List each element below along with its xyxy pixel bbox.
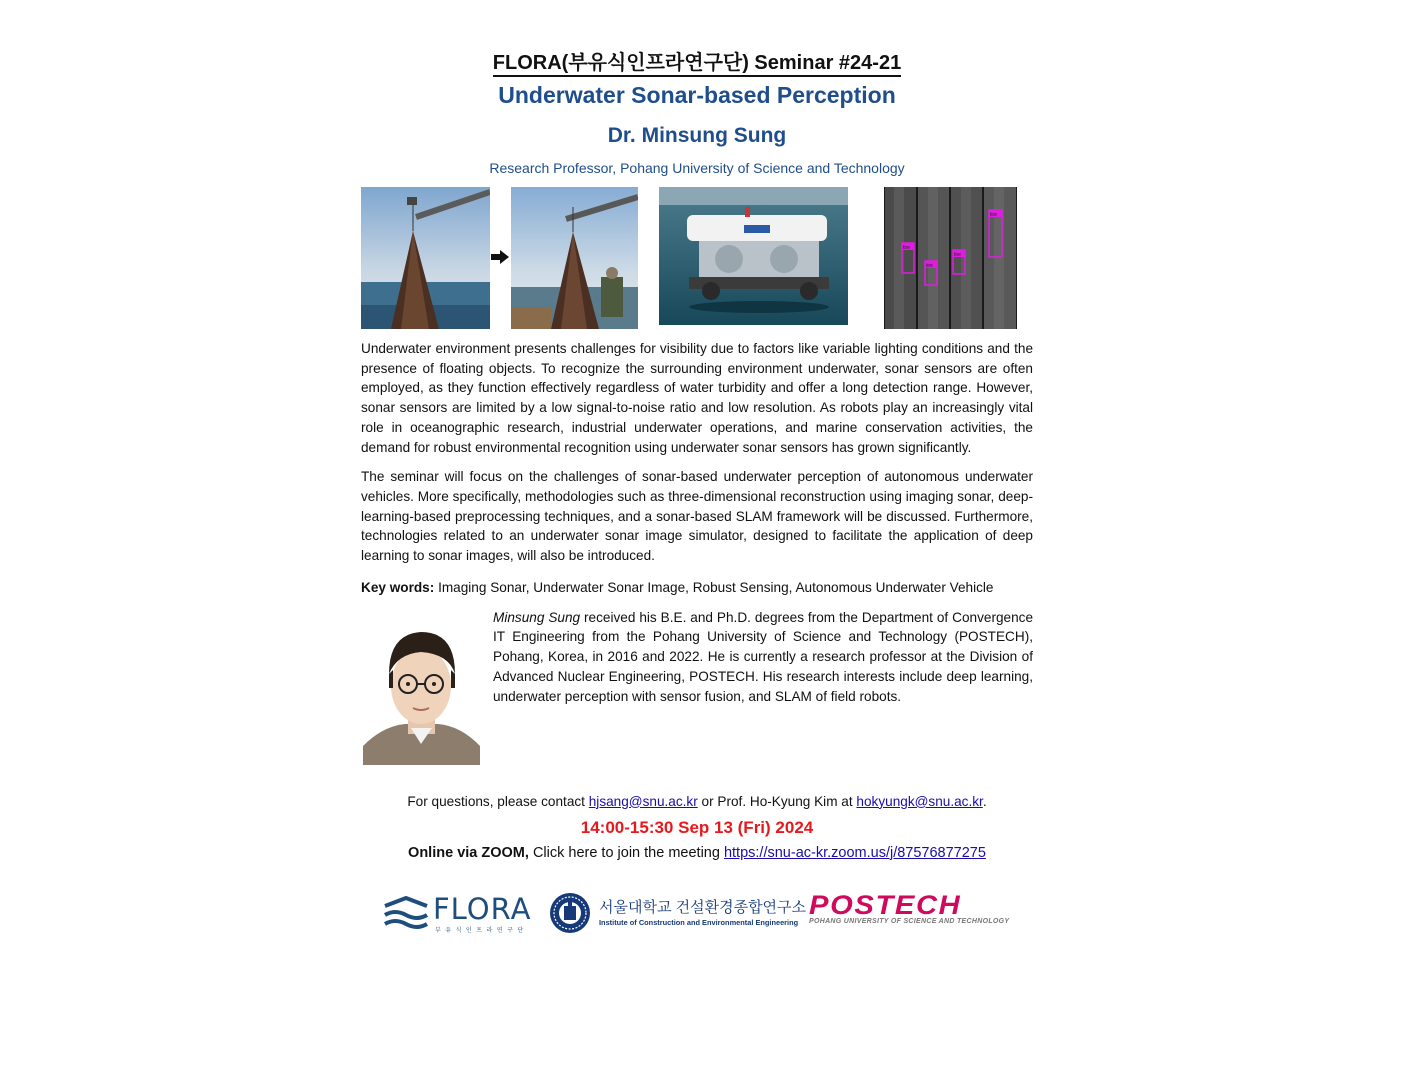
contact-line: [361, 792, 1033, 812]
contact-prefix: For questions, please contact: [407, 793, 585, 809]
abstract-paragraph-2: The seminar will focus on the challenges of sonar-based underwater perception of autonomous underwater vehicles. More specifically, methodologies such as three-dimensional reconstruction using imaging sonar, deep-learning-based preprocessing techniques, and a sonar-based SLAM framework will be discussed. Furthermore, technologies related to an underwater sonar image simulator, designed to facilitate the application of deep learning to sonar images, will also be introduced.: [361, 469, 1033, 564]
abstract-paragraph-1: Underwater environment presents challenges for visibility due to factors like variable lighting conditions and the presence of floating objects. To recognize the surrounding environment underwater, sonar sensors are often employed, as they function effectively regardless of water turbidity and offer a long detection range. However, sonar sensors are limited by a low signal-to-noise ratio and low resolution. As robots play an increasingly vital role in oceanographic research, industrial underwater operations, and marine conservation activities, the demand for robust environmental recognition using underwater sonar sensors has grown significantly.: [361, 341, 1033, 455]
snu-institute-korean-name: 서울대학교 건설환경종합연구소: [599, 898, 807, 916]
postech-logo: [809, 889, 1019, 934]
speaker-portrait: [363, 616, 480, 765]
zoom-meeting-link[interactable]: https://snu-ac-kr.zoom.us/j/87576877275: [723, 844, 986, 861]
keywords-text: Imaging Sonar, Underwater Sonar Image, Robust Sensing, Autonomous Underwater Vehicle: [438, 579, 994, 595]
bio-name: Minsung Sung: [493, 609, 581, 625]
sonar-label-4: tire: [990, 212, 997, 218]
crane-net-photo-2: [511, 187, 638, 329]
snu-institute-logo: [549, 892, 807, 934]
talk-title: Underwater Sonar-based Perception: [498, 82, 896, 108]
series-title: [361, 48, 1033, 78]
series-title-text: FLORA(부유식인프라연구단) Seminar #24-21: [493, 52, 901, 77]
seminar-flyer: [361, 48, 1033, 938]
seminar-datetime: 14:00-15:30 Sep 13 (Fri) 2024: [580, 817, 814, 837]
contact-email-link-2[interactable]: hokyungk@snu.ac.kr: [856, 793, 983, 809]
keywords-line: [361, 578, 1033, 598]
sonar-label-3: tire: [954, 252, 961, 258]
bio-text: [493, 608, 1033, 707]
sponsor-logos: [361, 889, 1033, 938]
arrow-right-icon: [491, 250, 509, 264]
flora-wave-icon: [383, 896, 429, 930]
snu-institute-english-name: Institute of Construction and Environmental Engineering: [599, 917, 799, 927]
sonar-label-1: tire: [903, 245, 910, 251]
contact-suffix: .: [982, 793, 987, 809]
photo-strip: [361, 187, 1033, 329]
sonar-detection-images: [884, 187, 1017, 329]
zoom-prompt: Click here to join the meeting: [532, 844, 720, 861]
postech-subtitle: POHANG UNIVERSITY OF SCIENCE AND TECHNOLOGY: [809, 917, 1010, 925]
speaker-affiliation: Research Professor, Pohang University of Science and Technology: [489, 160, 905, 176]
zoom-label: Online via ZOOM,: [408, 844, 529, 861]
bio-body: received his B.E. and Ph.D. degrees from the Department of Convergence IT Engineering from the Pohang University of Science and Technology (POSTECH), Pohang, Korea, in 2016 and 2022. He is currently a research professor at the Division of Advanced Nuclear Engineering, POSTECH. His research interests include deep learning, underwater perception with sensor fusion, and SLAM of field robots.: [493, 609, 1034, 704]
speaker-bio: [361, 608, 1033, 768]
crane-net-photo-1: [361, 187, 490, 329]
sonar-label-2: tire: [926, 263, 933, 269]
underwater-vehicle-photo: [659, 187, 848, 325]
flora-wordmark: FLORA: [433, 891, 532, 926]
flora-subtitle: 부유식인프라연구단: [435, 927, 528, 934]
contact-email-link-1[interactable]: hjsang@snu.ac.kr: [588, 793, 698, 809]
snu-emblem-icon: [549, 892, 591, 934]
contact-middle: or Prof. Ho-Kyung Kim at: [701, 793, 853, 809]
speaker-name: Dr. Minsung Sung: [607, 124, 787, 147]
flora-logo: [383, 892, 543, 934]
zoom-line: [361, 842, 1033, 864]
keywords-label: Key words:: [361, 579, 435, 595]
postech-wordmark: POSTECH: [809, 889, 962, 920]
